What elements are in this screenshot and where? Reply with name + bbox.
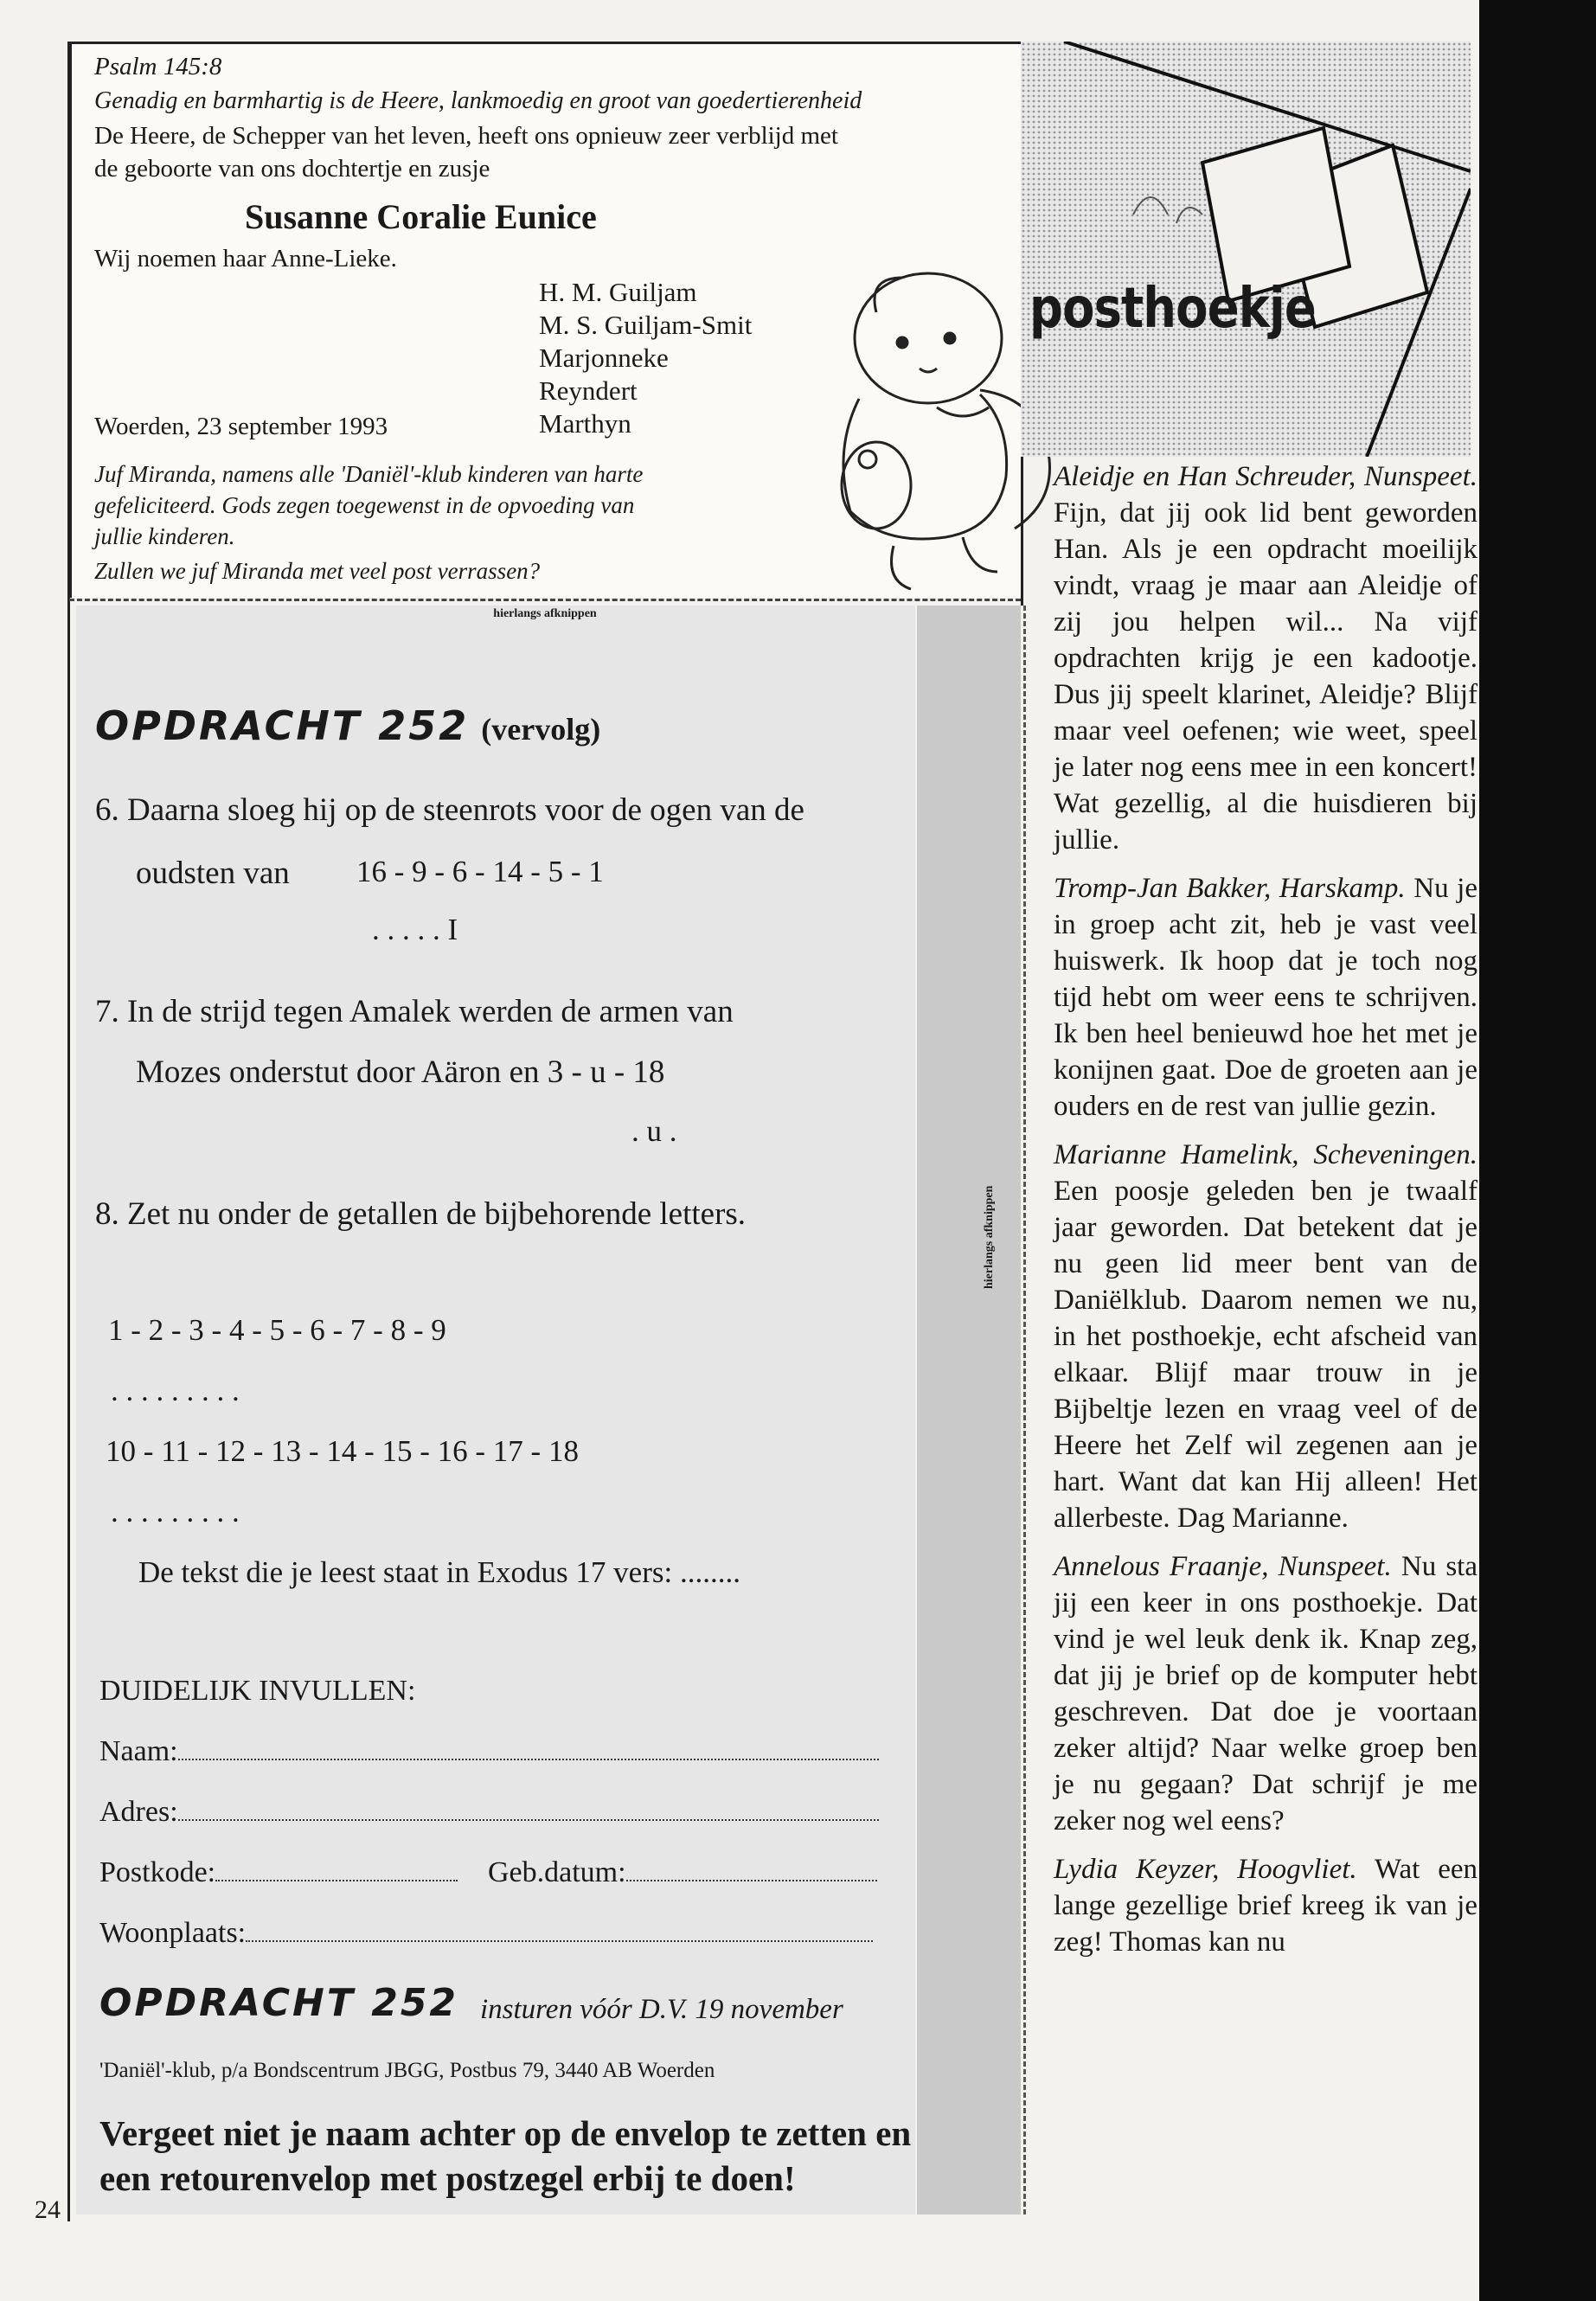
place-date: Woerden, 23 september 1993 xyxy=(94,413,388,440)
question-6-numbers: 16 - 9 - 6 - 14 - 5 - 1 xyxy=(356,855,604,888)
submission-address: 'Daniël'-klub, p/a Bondscentrum JBGG, Postbus 79, 3440 AB Woerden xyxy=(99,2059,715,2082)
strip-cut-label: hierlangs afknippen xyxy=(983,1185,996,1289)
letter-body: Wat een lange gezellige brief kreeg ik van je zeg! Thomas kan nu xyxy=(1054,1854,1477,1958)
announcement-line-1: De Heere, de Schepper van het leven, heeft ons opnieuw zeer verblijd met xyxy=(94,122,838,150)
name-field[interactable] xyxy=(99,1735,879,1768)
birthdate-label: Geb.datum: xyxy=(488,1856,626,1888)
name-label: Naam: xyxy=(99,1735,178,1767)
opdracht-side-strip xyxy=(917,606,1021,2214)
letter-item xyxy=(1054,458,1477,858)
letter-body: Nu je in groep acht zit, heb je vast veel huiswerk. Ik hoop dat je toch nog tijd hebt om weer eens te schrijven. Ik ben heel benieuwd hoe het met je konijnen gaat. Doe de groeten aan je ouders en de rest van jullie gezin. xyxy=(1054,873,1477,1122)
question-7-line-1: 7. In de strijd tegen Amalek werden de armen van xyxy=(95,994,734,1029)
letter-item xyxy=(1054,870,1477,1125)
question-6-line-1: 6. Daarna sloeg hij op de steenrots voor de ogen van de xyxy=(95,792,804,828)
exodus-verse-question: De tekst die je leest staat in Exodus 17 vers: ........ xyxy=(138,1555,740,1589)
posthoekje-letters xyxy=(1054,458,1477,1972)
letter-recipient: Tromp-Jan Bakker, Harskamp. xyxy=(1054,873,1406,904)
opdracht-box xyxy=(76,606,915,2214)
opdracht-title xyxy=(95,702,600,749)
letter-item xyxy=(1054,1548,1477,1839)
parents-list xyxy=(539,276,752,440)
congrats-line-1: Juf Miranda, namens alle 'Daniël'-klub kinderen van harte xyxy=(94,461,644,487)
psalm-reference: Psalm 145:8 xyxy=(94,53,222,80)
letter-recipient: Lydia Keyzer, Hoogvliet. xyxy=(1054,1854,1357,1885)
sibling-name: Reyndert xyxy=(539,375,638,406)
nickname: Wij noemen haar Anne-Lieke. xyxy=(94,245,397,272)
letter-row-2: . . . . . . . . . xyxy=(111,1495,240,1529)
address-field[interactable] xyxy=(99,1796,879,1829)
congrats-line-3: jullie kinderen. xyxy=(94,523,235,549)
fill-in-heading: DUIDELIJK INVULLEN: xyxy=(99,1675,416,1707)
posthoekje-cut-line xyxy=(1023,606,1026,2214)
child-name: Susanne Coralie Eunice xyxy=(245,197,597,236)
question-7-answer: . u . xyxy=(631,1114,677,1148)
question-8: 8. Zet nu onder de getallen de bijbehorende letters. xyxy=(95,1196,747,1232)
birthdate-blank[interactable] xyxy=(626,1880,877,1881)
congrats-line-4: Zullen we juf Miranda met veel post verrassen? xyxy=(94,558,541,584)
sibling-name: Marjonneke xyxy=(539,343,669,373)
number-row-1: 1 - 2 - 3 - 4 - 5 - 6 - 7 - 8 - 9 xyxy=(108,1313,446,1347)
submission-deadline: insturen vóór D.V. 19 november xyxy=(480,1994,843,2025)
postcode-blank[interactable] xyxy=(215,1880,458,1881)
question-6-line-2: oudsten van xyxy=(136,856,290,891)
postcode-field[interactable] xyxy=(99,1856,458,1889)
cut-label: hierlangs afknippen xyxy=(493,607,597,620)
letter-item xyxy=(1054,1851,1477,1960)
letter-recipient: Aleidje en Han Schreuder, Nunspeet. xyxy=(1054,461,1477,492)
question-7-line-2: Mozes onderstut door Aäron en 3 - u - 18 xyxy=(136,1054,665,1090)
residence-blank[interactable] xyxy=(246,1940,873,1942)
letter-body: Nu sta jij een keer in ons posthoekje. Dat vind je wel leuk denk ik. Knap zeg, dat jij je brief op de komputer hebt geschreven. Dat doe je voortaan zeker altijd? Naar welke groep ben je nu gegaan? Dat schrijf je me zeker nog wel eens? xyxy=(1054,1551,1477,1836)
question-6-answer: . . . . . I xyxy=(372,913,458,946)
announcement-line-2: de geboorte van ons dochtertje en zusje xyxy=(94,155,490,183)
psalm-text: Genadig en barmhartig is de Heere, lankmoedig en groot van goedertierenheid xyxy=(94,87,862,114)
opdracht-subtitle: (vervolg) xyxy=(481,712,601,747)
postcode-label: Postkode: xyxy=(99,1856,216,1888)
page-number: 24 xyxy=(35,2195,61,2224)
birth-announcement xyxy=(69,42,1023,598)
parent-name: H. M. Guiljam xyxy=(539,277,697,307)
letter-body: Fijn, dat jij ook lid bent geworden Han. Als je een opdracht moeilijk vindt, vraag je maar aan Aleidje of zij jou helpen wil... Na vijf opdrachten krijg je een kadootje. Dus jij speelt klarinet, Aleidje? Blijf maar veel oefenen; wie weet, speel je later nog eens mee in een koncert! Wat gezellig, al die huisdieren bij jullie. xyxy=(1054,497,1477,856)
parent-name: M. S. Guiljam-Smit xyxy=(539,310,753,340)
letter-recipient: Marianne Hamelink, Scheveningen. xyxy=(1054,1139,1477,1170)
right-edge-wedge xyxy=(1349,0,1596,502)
cut-line xyxy=(69,599,1021,601)
letter-body: Een poosje geleden ben je twaalf jaar geworden. Dat betekent dat je nu geen lid meer bent van de Daniëlklub. Daarom nemen we nu, in het posthoekje, echt afscheid van elkaar. Blijf maar trouw in je Bijbeltje lezen en vraag veel of de Heere het Zelf wil zegenen aan je hart. Want dat kan Hij alleen! Het allerbeste. Dag Marianne. xyxy=(1054,1176,1477,1534)
address-label: Adres: xyxy=(99,1796,178,1828)
sibling-name: Marthyn xyxy=(539,408,631,439)
name-blank[interactable] xyxy=(178,1759,879,1760)
number-row-2: 10 - 11 - 12 - 13 - 14 - 15 - 16 - 17 - 18 xyxy=(106,1434,579,1468)
birthdate-field[interactable] xyxy=(488,1856,877,1889)
residence-label: Woonplaats: xyxy=(99,1917,247,1949)
letter-row-1: . . . . . . . . . xyxy=(111,1374,240,1407)
footer-opdracht-title: OPDRACHT 252 xyxy=(99,1981,459,2025)
posthoekje-title: posthoekje xyxy=(1029,277,1316,341)
letter-item xyxy=(1054,1137,1477,1536)
opdracht-number: OPDRACHT 252 xyxy=(95,702,470,749)
letter-recipient: Annelous Fraanje, Nunspeet. xyxy=(1054,1551,1392,1582)
address-blank[interactable] xyxy=(178,1819,879,1821)
residence-field[interactable] xyxy=(99,1917,873,1950)
congrats-line-2: gefeliciteerd. Gods zegen toegewenst in de opvoeding van xyxy=(94,492,635,518)
envelope-reminder: Vergeet niet je naam achter op de envelop te zetten en een retourenvelop met postzegel erbij te doen! xyxy=(99,2113,912,2198)
